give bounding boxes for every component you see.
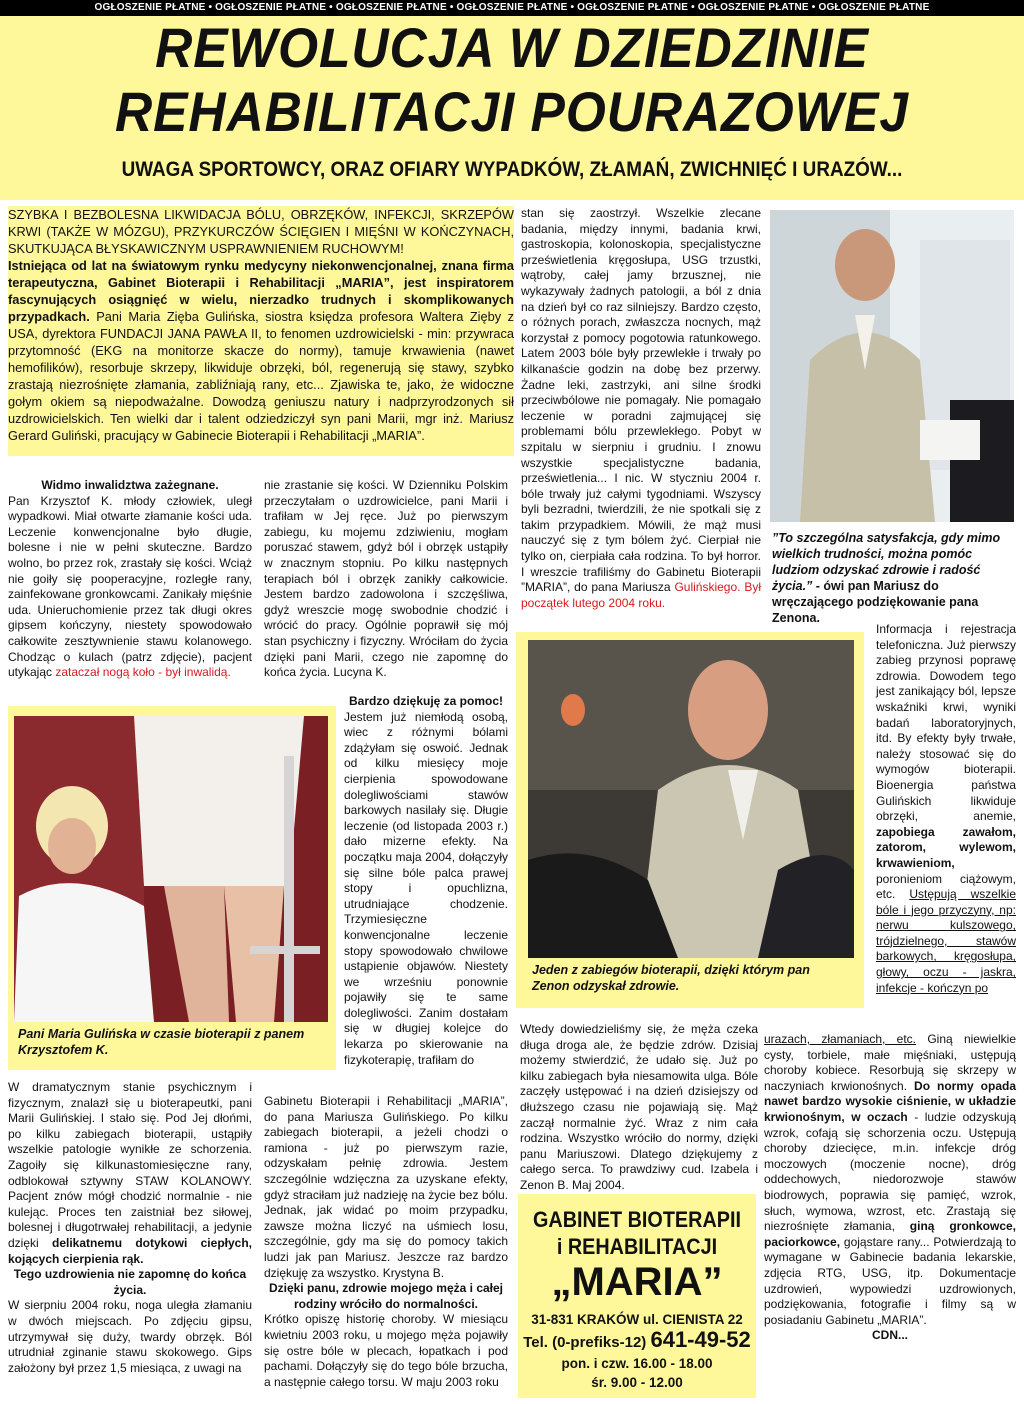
- photo-award: [770, 210, 1014, 522]
- article-col-3: [521, 206, 761, 611]
- paragraph: Jestem już niemłodą osobą, wiec z różnymi bólami zdążyłam się oswoić. Jednak od kilku miesięcy moje cierpienia spowodowane dolegliwościami stawów barkowych nasilały się. Długie leczenie (od listopada 2003 r.) dało mizerne efekty. Na początku maja 2004, dołączyły się silne bóle palca prawej stopy i opuchlizna, utrudniające chodzenie. Trzymiesięczne konwencjonalne leczenie stopy spowodowało chwilowe ustąpienie objawów. Niestety we wrześniu ponownie pojawiły się te same dolegliwości. Zanim dostałam się w długiej kolejce do lekarza po skierowanie na fizykoterapię, trafiłam do: [344, 709, 508, 1067]
- paragraph: poronieniom ciążowym, etc.: [876, 871, 1016, 902]
- article-col-4-bottom: [764, 1032, 1016, 1344]
- paragraph: gojąstare rany... Potwierdzają to wymagane w Gabinecie badania lekarskie, zdjęcia RTG, USG, itp. Dokumentacje uzdrowień, wypowiedzi uzdrowionych, podziękowania, fotografie i filmy są w posiadaniu Gabinetu „MARIA”.: [764, 1234, 1016, 1327]
- section-heading: Widmo inwalidztwa zażegnane.: [41, 478, 219, 492]
- bold-text: delikatnemu dotykowi ciepłych, kojących cierpienia rąk.: [8, 1235, 252, 1266]
- red-text: Gulińskiego. Był początek lutego 2004 roku.: [521, 580, 761, 610]
- paragraph: Gabinetu Bioterapii i Rehabilitacji „MARIA”, do pana Mariusza Gulińskiego. Po kilku zabiegach bioterapii, a jeżeli chodzi o ramiona - już po pierwszym razie, odzyskałam pełnię zdrowia. Jestem szczególnie wdzięczna za uzyskane efekty, gdyż straciłam już nadzieję na życie bez bólu. Jednak, jak widać po moim przypadku, zawsze można liczyć na uśmiech losu, szczególnie, gdy ma się do pomocy takich ludzi jak pan Mariusz. Jeszcze raz bardzo dziękuję za wszystko. Krystyna B.: [264, 1094, 508, 1280]
- paragraph: Wtedy dowiedzieliśmy się, że męża czeka długa droga ale, że będzie zdrów. Dzisiaj możemy stwierdzić, że udało się. Już po kilku zabiegach była niesamowita ulga. Bóle zaczęły ustępować i na dzień dzisiejszy od dłuższego czasu nie pojawiają się. Mąż zaczął normalnie żyć. Wraz z nim cała rodzina. Wszystko wróciło do normy, dzięki panu Mariuszowi. Dlatego dziękujemy z całego serca. To prawdziwy cud. Izabela i Zenon B. Maj 2004.: [520, 1022, 758, 1192]
- caption-quote: ”To szczególna satysfakcja, gdy mimo wielkich trudności, można pomóc ludziom odzyskać zdrowie i radość życia.”: [772, 531, 1001, 593]
- article-col-2: [264, 478, 508, 681]
- opening-hours-2: śr. 9.00 - 12.00: [591, 1375, 683, 1390]
- underlined-text: urazach, złamaniach, etc.: [764, 1032, 917, 1046]
- photo-award-caption: [764, 524, 1020, 625]
- headline: [41, 16, 983, 143]
- red-text: zataczał nogą koło - był inwalidą.: [55, 665, 231, 680]
- article-col-2-bottom: [264, 1094, 508, 1390]
- paragraph: W dramatycznym stanie psychicznym i fizycznym, znalazł się u bioterapeutki, pani Marii Gulińskiej. I stało się. Pod Jej dłońmi, po kilku zabiegach bioterapii, ustąpiły wszelkie patologie wynikłe ze schorzenia. Zagoiły się kilkunastomiesięczne rany, odblokował sztywny STAW KOLANOWY. Pacjent znów mógł chodzić normalnie - nie kulejąc. Proces ten zaistniał bez siłowej, bolesnej i długotrwałej rehabilitacji, a jedynie dzięki: [8, 1080, 252, 1250]
- clinic-name-line-1: GABINET BIOTERAPII: [533, 1207, 741, 1232]
- paragraph: - ludzie odzyskują wzrok, cofają się schorzenia oczu. Ustępują choroby dziecięce, m.in. infekcje dróg moczowych (moczenie nocne), dróg oddechowych, niedorozwoje stawów biodrowych, poprawia się pamięć, wzrok, słuch, wymowa, wzrost, etc. Zrastają się niezrośnięte złamania,: [764, 1109, 1016, 1234]
- photo-therapy-caption: Jeden z zabiegów bioterapii, dzięki którym pan Zenon odzyskał zdrowie.: [528, 962, 854, 1002]
- photo-therapy: [528, 640, 854, 958]
- paragraph: nie zrastanie się kości. W Dzienniku Polskim przeczytałam o uzdrowicielce, pani Marii i trafiłam w Jej ręce. Już po pierwszym zabiegu, ku mojemu zdziwieniu, mogłam poruszać stawem, gdyż ból i obrzęk ustąpiły w znacznym stopniu. Po kilku następnych terapiach ból i obrzęk zanikły całkowicie. Jestem bardzo zadowolona i szczęśliwa, gdyż wreszcie mogę swobodnie chodzić i wrócić do pracy. Ogólnie poprawił się mój stan psychiczny i fizyczny. Wróciłam do życia dzięki pani Marii, czego nie zapomnę do końca życia. Lucyna K.: [264, 478, 508, 680]
- phone-prefix: Tel. (0-prefiks-12): [523, 1334, 647, 1351]
- bold-text: Do normy opada nawet bardzo wysokie ciśnienie, w układzie krwionośnym, w oczach: [764, 1078, 1016, 1124]
- clinic-brand: „MARIA”: [551, 1260, 723, 1304]
- article-col-1-bottom: [8, 1080, 252, 1376]
- phone-number: 641-49-52: [650, 1327, 751, 1352]
- caption-text: - ówi pan Mariusz do wręczającego podziękowanie pana Zenona.: [772, 579, 979, 625]
- intro-bold: Istniejąca od lat na światowym rynku medycyny niekonwencjonalnej, znana firma terapeutyczna, Gabinet Bioterapii i Rehabilitacji „MARIA”, jest inspiratorem fascynujących osiągnięć w wielu, nierzadko trudnych i skomplikowanych przypadkach.: [8, 258, 514, 324]
- article-col-2-mid: [344, 694, 508, 1068]
- section-heading: Bardzo dziękuję za pomoc!: [348, 694, 504, 708]
- headline-line-2: REHABILITACJI POURAZOWEJ: [115, 80, 909, 143]
- subheadline: UWAGA SPORTOWCY, ORAZ OFIARY WYPADKÓW, ZŁAMAŃ, ZWICHNIĘĆ I URAZÓW...: [121, 158, 903, 181]
- paragraph: Informacja i rejestracja telefoniczna. Już pierwszy zabieg przynosi poprawę zdrowia. Dowodem tego jest zanikający ból, lepsze wskaźniki krwi, wyniki badań laboratoryjnych, itd. By efekty były trwałe, należy stosować się do wymogów bioterapii. Bioenergia państwa Gulińskich likwiduje obrzęki, anemie,: [876, 622, 1016, 824]
- contact-box: [518, 1194, 756, 1398]
- paragraph: W sierpniu 2004 roku, noga uległa złamaniu w dwóch miejscach. Po zdjęciu gipsu, utrzymywał się duży, twardy obrzęk. Ból utrudniał zginanie stawu skokowego. Gips założony był przez 1,5 miesiąca, z uwagi na: [8, 1298, 252, 1375]
- bold-text: zapobiega zawałom, zatorom, wylewom, krwawieniom,: [876, 824, 1016, 870]
- clinic-phone: [518, 1329, 756, 1354]
- signature: CDN...: [872, 1328, 908, 1343]
- headline-line-1: REWOLUCJA W DZIEDZINIE: [155, 16, 869, 79]
- paragraph: Giną niewielkie cysty, torbiele, małe mięśniaki, ustępują choroby kobiece. Resorbują się skrzepy w naczyniach krwionośnych.: [764, 1032, 1016, 1093]
- intro-caps: SZYBKA I BEZBOLESNA LIKWIDACJA BÓLU, OBRZĘKÓW, INFEKCJI, SKRZEPÓW KRWI (TAKŻE W MÓZGU), PRZYKURCZÓW ŚCIĘGIEN I MIĘŚNI W KOŃCZYNACH, SKUTKUJĄCA BŁYSKAWICZNYM USPRAWNIENIEM RUCHOWYM!: [8, 207, 514, 256]
- photo-session: [14, 716, 328, 1022]
- section-heading: Tego uzdrowienia nie zapomnę do końca życia.: [13, 1267, 247, 1297]
- clinic-name-line-2: i REHABILITACJI: [556, 1234, 718, 1259]
- opening-hours-1: pon. i czw. 16.00 - 18.00: [561, 1356, 713, 1371]
- paid-ad-banner: OGŁOSZENIE PŁATNE • OGŁOSZENIE PŁATNE • OGŁOSZENIE PŁATNE • OGŁOSZENIE PŁATNE • OGŁOSZENIE PŁATNE • OGŁOSZENIE PŁATNE • OGŁOSZENIE PŁATNE: [0, 0, 1024, 16]
- photo-session-caption: Pani Maria Gulińska w czasie bioterapii z panem Krzysztofem K.: [14, 1024, 328, 1064]
- paragraph: stan się zaostrzył. Wszelkie zlecane badania, między innymi, badania krwi, gastroskopia, kolonoskopia, specjalistyczne prześwietlenia kręgosłupa, USG trzustki, wątroby, całej jamy brzusznej, nie wykazywały żadnych patologii, a ból z dnia na dzień był co raz silniejszy. Bardzo często, o różnych porach, zwłaszcza nocnych, mąż korzystał z pomocy pogotowia ratunkowego. Latem 2003 bóle były przewlekłe i trwały po kilkanaście godzin na dobę bez przerwy. Żadne leki, zastrzyki, ani silne środki przeciwbólowe nie pomagały. Nie pomagało leczenie w poradni zajmującej się problemami bólu przewlekłego. Pobyt w szpitalu w sierpniu i grudniu. I znowu wszystkie specjalistyczne badania, prześwietlenia... I nic. W styczniu 2004 r. bóle trwały już całymi tygodniami. Wszyscy byli bezradni, twierdzili, że nie spotkali się z takim przypadkiem. Mówili, że mąż musi nauczyć się z tym bólem żyć. Cierpiał nie tylko on, cierpiała cała rodzina. To był horror. I wreszcie trafiliśmy do Gabinetu Bioterapii ”MARIA”, do pana Mariusza: [521, 206, 761, 595]
- paragraph: Krótko opiszę historię choroby. W miesiącu kwietniu 2003 roku, u mojego męża pojawiły się ostre bóle w plecach, łopatkach i pod pachami. Dołączyły się do tego bóle brzucha, a następnie całego torsu. W maju 2003 roku: [264, 1312, 508, 1389]
- clinic-address: 31-831 KRAKÓW ul. CIENISTA 22: [531, 1312, 743, 1327]
- intro-box: [8, 206, 514, 456]
- underlined-text: Ustępują wszelkie bóle i jego przyczyny, np: nerwu kulszowego, trójdzielnego, stawów barkowych, kręgosłupa, głowy, oczu - jaskra, infekcje - kończyn po: [876, 887, 1016, 995]
- intro-text: Pani Maria Zięba Gulińska, siostra księdza profesora Waltera Zięby z USA, dyrektora FUNDACJI JANA PAWŁA II, to fenomen uzdrowicielski - min: przywraca przytomność (EKG na monitorze skacze do normy), tamuje krwawienia (nawet hemofilików), resorbuje skrzepy, likwiduje obrzęki, ból, regenerują się stawy, szybko zrastają niezrośnięte złamania, zabliźniają rany, etc... Zjawiska te, jako, że widoczne gołym okiem są niepodważalne. Dowodzą geniuszu natury i nadprzyrodzonych sił uzdrowicielskich. Ten wielki dar i talent odziedziczył syn pani Marii, mgr inż. Mariusz Gerard Guliński, pracujący w Gabinecie Bioterapii i Rehabilitacji „MARIA”.: [8, 309, 514, 443]
- article-col-1: [8, 478, 252, 681]
- article-col-4: [876, 622, 1016, 996]
- section-heading: Dzięki panu, zdrowie mojego męża i całej rodziny wróciło do normalności.: [268, 1281, 504, 1311]
- article-col-3-bottom: [520, 1022, 758, 1194]
- bold-text: giną gronkowce, paciorkowce,: [764, 1219, 1017, 1249]
- paragraph: Pan Krzysztof K. młody człowiek, uległ wypadkowi. Miał otwarte złamanie kości uda. Leczenie konwencjonalne było długie, bolesne i nie w pełni skuteczne. Bardzo wolno, bo przez rok, zrastały się kości. Wciąż nie goiły się pooperacyjne, rozległe rany, zainfekowane gronkowcami. Zanikały mięśnie uda. Unieruchomienie przez tak długi okres gipsem kończyny, niestety spowodowało całkowite zesztywnienie stawu kolanowego. Chodząc o kulach (patrz zdjęcie), pacjent utykając: [8, 493, 252, 680]
